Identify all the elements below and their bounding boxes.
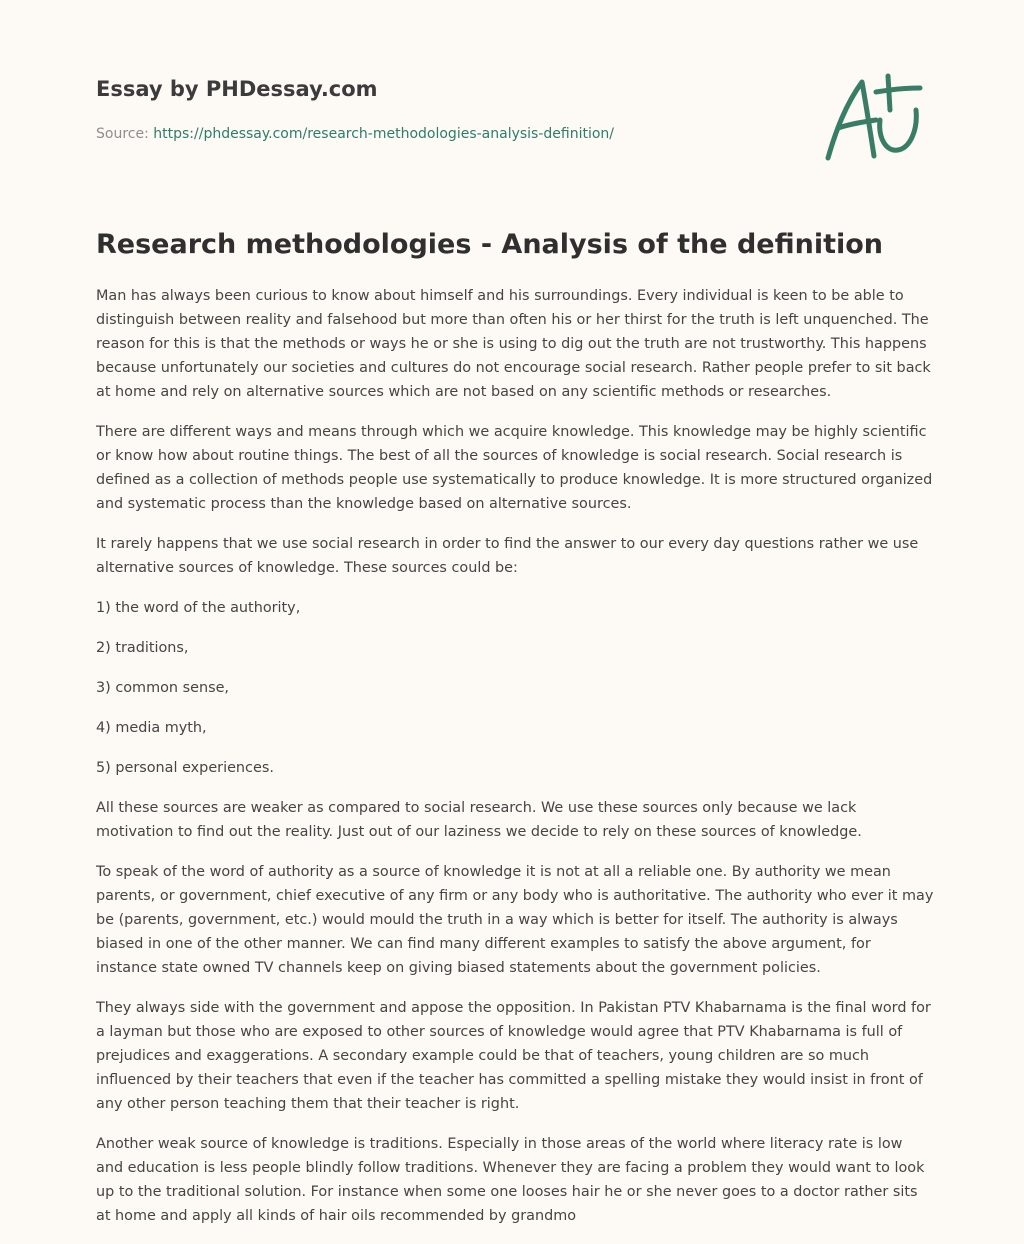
site-title: Essay by PHDessay.com	[96, 77, 378, 101]
list-item: 5) personal experiences.	[96, 760, 274, 776]
list-item: 2) traditions,	[96, 640, 189, 656]
document-header	[96, 74, 776, 144]
paragraph: It rarely happens that we use social research in order to find the answer to our every day questions rather we use alternative sources of knowledge. These sources could be:	[96, 536, 919, 576]
paragraph: To speak of the word of authority as a source of knowledge it is not at all a reliable one. By authority we mean parents, or government, chief executive of any firm or any body who is authoritative. The authority who ever it may be (parents, government, etc.) would mould the truth in a way which is better for itself. The authority is always biased in one of the other manner. We can find many different examples to satisfy the above argument, for instance state owned TV channels keep on giving biased statements about the government policies.	[96, 864, 934, 976]
paragraph: Another weak source of knowledge is traditions. Especially in those areas of the world where literacy rate is low and education is less people blindly follow traditions. Whenever they are facing a problem they would want to look up to the traditional solution. For instance when some one looses hair he or she never goes to a doctor rather sits at home and apply all kinds of hair oils recommended by grandmo	[96, 1136, 925, 1224]
paragraph: They always side with the government and appose the opposition. In Pakistan PTV Khabarnama is the final word for a layman but those who are exposed to other sources of knowledge would agree that PTV Khabarnama is full of prejudices and exaggerations. A secondary example could be that of teachers, young children are so much influenced by their teachers that even if the teacher has committed a spelling mistake they would insist in front of any other person teaching them that their teacher is right.	[96, 1000, 931, 1112]
paragraph: Man has always been curious to know about himself and his surroundings. Every individual is keen to be able to distinguish between reality and falsehood but more than often his or her thirst for the truth is left unquenched. The reason for this is that the methods or ways he or she is using to dig out the truth are not trustworthy. This happens because unfortunately our societies and cultures do not encourage social research. Rather people prefer to sit back at home and rely on alternative sources which are not based on any scientific methods or researches.	[96, 288, 931, 400]
list-item: 3) common sense,	[96, 680, 229, 696]
source-line	[96, 124, 776, 144]
paragraph: All these sources are weaker as compared to social research. We use these sources only because we lack motivation to find out the reality. Just out of our laziness we decide to rely on these sources of knowledge.	[96, 800, 862, 840]
source-label: Source:	[96, 126, 154, 142]
article-body	[96, 284, 934, 1244]
a-plus-logo-icon	[822, 68, 932, 168]
article-title: Research methodologies - Analysis of the definition	[96, 229, 884, 260]
source-link[interactable]: https://phdessay.com/research-methodologies-analysis-definition/	[153, 126, 615, 142]
list-item: 1) the word of the authority,	[96, 600, 301, 616]
list-item: 4) media myth,	[96, 720, 207, 736]
paragraph: There are different ways and means through which we acquire knowledge. This knowledge may be highly scientific or know how about routine things. The best of all the sources of knowledge is social research. Social research is defined as a collection of methods people use systematically to produce knowledge. It is more structured organized and systematic process than the knowledge based on alternative sources.	[96, 424, 933, 512]
